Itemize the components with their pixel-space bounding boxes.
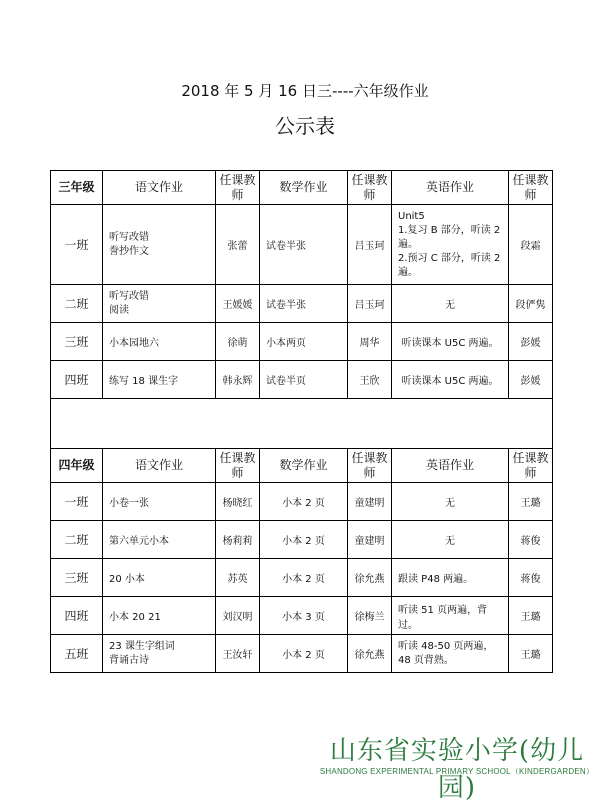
table-row [51, 361, 553, 399]
teacher-cell: 王璐 [509, 597, 553, 635]
shuxue-cell: 小本 2 页 [260, 559, 348, 597]
teacher-cell: 杨晓红 [216, 483, 260, 521]
shuxue-cell: 试卷半张 [260, 205, 348, 285]
document-subtitle: 公示表 [275, 114, 335, 138]
class-label: 三班 [51, 559, 103, 597]
yingyu-cell: 听读 48-50 页两遍，48 页背熟。 [392, 635, 509, 673]
teacher-cell: 王璐 [509, 483, 553, 521]
spacer-cell [51, 399, 553, 449]
teacher-cell: 徐允燕 [348, 635, 392, 673]
teacher-cell: 吕玉珂 [348, 285, 392, 323]
table-row [51, 635, 553, 673]
yingyu-cell: 听读课本 U5C 两遍。 [392, 323, 509, 361]
grade4-header-row [51, 449, 553, 483]
school-logo-text: 山东省实验小学(幼儿园) [329, 736, 585, 803]
yuwen-cell: 听写改错 阅读 [103, 285, 216, 323]
table-row [51, 323, 553, 361]
shuxue-cell: 小本 3 页 [260, 597, 348, 635]
teacher-cell: 段俨隽 [509, 285, 553, 323]
yuwen-cell: 练写 18 课生字 [103, 361, 216, 399]
shuxue-cell: 小本两页 [260, 323, 348, 361]
teacher-cell: 张蕾 [216, 205, 260, 285]
table-row [51, 285, 553, 323]
class-label: 五班 [51, 635, 103, 673]
yuwen-cell: 20 小本 [103, 559, 216, 597]
yingyu-cell: 无 [392, 521, 509, 559]
teacher-cell: 徐梅兰 [348, 597, 392, 635]
class-label: 二班 [51, 285, 103, 323]
header-shuxue: 数学作业 [260, 171, 348, 205]
yuwen-cell: 小卷一张 [103, 483, 216, 521]
header-shuxue: 数学作业 [260, 449, 348, 483]
teacher-cell: 段霜 [509, 205, 553, 285]
teacher-cell: 杨莉莉 [216, 521, 260, 559]
yingyu-cell: 跟读 P48 两遍。 [392, 559, 509, 597]
yuwen-cell: 第六单元小本 [103, 521, 216, 559]
teacher-cell: 童建明 [348, 483, 392, 521]
teacher-cell: 童建明 [348, 521, 392, 559]
shuxue-cell: 试卷半页 [260, 361, 348, 399]
teacher-cell: 蒋俊 [509, 559, 553, 597]
header-teacher: 任课教师 [509, 449, 553, 483]
grade4-label: 四年级 [51, 449, 103, 483]
class-label: 三班 [51, 323, 103, 361]
class-label: 一班 [51, 205, 103, 285]
shuxue-cell: 小本 2 页 [260, 483, 348, 521]
yuwen-cell: 23 课生字组词 背诵古诗 [103, 635, 216, 673]
header-teacher: 任课教师 [509, 171, 553, 205]
yingyu-cell: Unit5 1.复习 B 部分，听读 2 遍。 2.预习 C 部分，听读 2 遍。 [392, 205, 509, 285]
header-teacher: 任课教师 [216, 171, 260, 205]
teacher-cell: 徐萌 [216, 323, 260, 361]
header-yuwen: 语文作业 [103, 449, 216, 483]
shuxue-cell: 试卷半张 [260, 285, 348, 323]
header-yingyu: 英语作业 [392, 449, 509, 483]
spacer-row [51, 399, 553, 449]
yingyu-cell: 听读 51 页两遍，背过。 [392, 597, 509, 635]
class-label: 一班 [51, 483, 103, 521]
teacher-cell: 蒋俊 [509, 521, 553, 559]
teacher-cell: 王汝轩 [216, 635, 260, 673]
teacher-cell: 徐允燕 [348, 559, 392, 597]
teacher-cell: 彭媛 [509, 323, 553, 361]
teacher-cell: 王欣 [348, 361, 392, 399]
header-yingyu: 英语作业 [392, 171, 509, 205]
yingyu-cell: 听读课本 U5C 两遍。 [392, 361, 509, 399]
shuxue-cell: 小本 2 页 [260, 521, 348, 559]
class-label: 四班 [51, 597, 103, 635]
yuwen-cell: 听写改错 誊抄作文 [103, 205, 216, 285]
school-logo-english: SHANDONG EXPERIMENTAL PRIMARY SCHOOL（KINDERGARDEN） [319, 767, 595, 776]
class-label: 二班 [51, 521, 103, 559]
teacher-cell: 彭媛 [509, 361, 553, 399]
shuxue-cell: 小本 2 页 [260, 635, 348, 673]
table-row [51, 559, 553, 597]
table-row [51, 205, 553, 285]
teacher-cell: 王媛媛 [216, 285, 260, 323]
grade3-header-row [51, 171, 553, 205]
teacher-cell: 吕玉珂 [348, 205, 392, 285]
table-row [51, 597, 553, 635]
teacher-cell: 苏英 [216, 559, 260, 597]
grade3-label: 三年级 [51, 171, 103, 205]
yingyu-cell: 无 [392, 483, 509, 521]
teacher-cell: 刘汉明 [216, 597, 260, 635]
teacher-cell: 周华 [348, 323, 392, 361]
class-label: 四班 [51, 361, 103, 399]
table-row [51, 483, 553, 521]
teacher-cell: 韩永辉 [216, 361, 260, 399]
header-teacher: 任课教师 [348, 449, 392, 483]
teacher-cell: 王璐 [509, 635, 553, 673]
yuwen-cell: 小本园地六 [103, 323, 216, 361]
table-row [51, 521, 553, 559]
document-title: 2018 年 5 月 16 日三----六年级作业 [181, 82, 429, 100]
header-yuwen: 语文作业 [103, 171, 216, 205]
yingyu-cell: 无 [392, 285, 509, 323]
header-teacher: 任课教师 [348, 171, 392, 205]
homework-table [50, 170, 553, 673]
header-teacher: 任课教师 [216, 449, 260, 483]
yuwen-cell: 小本 20 21 [103, 597, 216, 635]
